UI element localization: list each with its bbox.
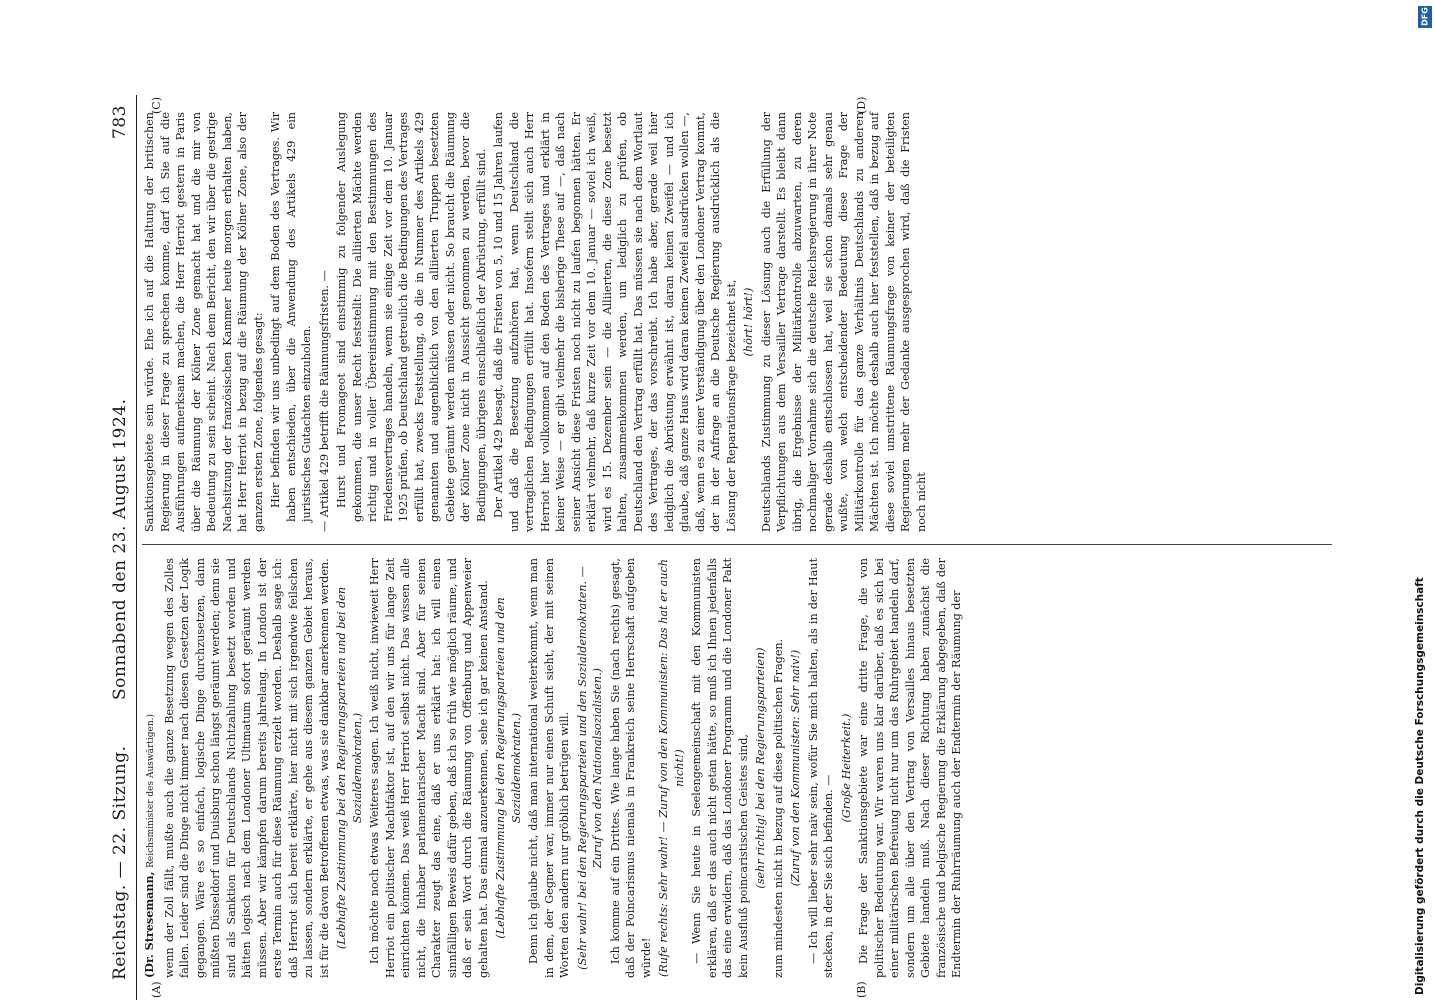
paragraph: Der Artikel 429 besagt, daß die Fristen von 5, 10 und 15 Jahren laufen und daß die Besetzung aufzuhören hat, wenn Deutschland die vertraglichen Bedingungen erfüllt hat. Insofern stellt sich auch Herr Herriot hier vollkommen auf den Boden des Vertrages und erklärt in keiner Weise — er gibt vielmehr die bisherige These auf —, daß nach seiner Ansicht diese Fristen noch nicht zu laufen begonnen hätten. Er erklärt vielmehr, daß kurze Zeit vor dem 10. Januar — soviel ich weiß, wird es 15. Dezember sein — die Alliierten, die diese Zone besetzt halten, zusammenkommen werden, um lediglich zu prüfen, ob Deutschland den Vertrag erfüllt hat. Das müssen sie nach dem Wortlaut des Vertrages, der das vorschreibt. Ich habe aber, gerade weil hier lediglich die Abrüstung erwähnt ist, daran keinen Zweifel — und ich glaube, daß ganze Haus wird daran keinen Zweifel ausdrücken wollen —, daß, wenn es zu einer Verständigung über den Londoner Vertrag kommt, der in der Anfrage an die Deutsche Regierung ausdrücklich als die Lösung der Reparationsfrage bezeichnet ist, <box>492 112 738 532</box>
speaker-name: (Dr. Stresemann, <box>142 871 156 978</box>
page-header <box>110 95 136 1000</box>
dfg-logo-text: DFG <box>1420 7 1430 26</box>
paragraph: Ich komme auf ein Drittes. Wie lange haben Sie (nach rechts) gesagt, daß der Poincarismus niemals in Frankreich seine Herrschaft aufgeben würde! <box>608 558 653 978</box>
interjection: (Lebhafte Zustimmung bei den Regierungsparteien und den Sozialdemokraten.) <box>494 597 523 939</box>
document-page <box>110 95 1340 1000</box>
text-column-right <box>142 112 1340 532</box>
paragraph: Die Frage der Sanktionsgebiete war eine dritte Frage, die von politischer Bedeutung war. Wir waren uns klar darüber, daß es sich bei einer militärischen Befreiung nicht nur um das Ruhrgebiet handeln darf, sondern um alle über den Vertrag von Versailles hinaus besetzten Gebiete handeln muß. Nach dieser Richtung haben zunächst die französische und belgische Regierung die Erklärung abgegeben, daß der Endtermin der Ruhrräumung auch der Endtermin der Räumung der <box>857 558 963 978</box>
margin-mark-b: (B) <box>855 981 868 998</box>
header-rule <box>136 95 137 1000</box>
text-column-left <box>142 558 1340 978</box>
paragraph: zum mindesten nicht in bezug auf diese politischen Fragen. <box>771 638 785 978</box>
digitization-credit <box>1414 5 1430 995</box>
interjection: (Sehr wahr! bei den Regierungsparteien und den Sozialdemokraten. — Zuruf von den Nationalsozialisten.) <box>575 566 604 970</box>
paragraph: Sanktionsgebiete sein würde. Ehe ich auf die Haltung der britischen Regierung in dieser Frage zu sprechen komme, darf ich Sie auf die Ausführungen aufmerksam machen, die Herr Herriot gestern in Paris über die Räumung der Kölner Zone gemacht hat und die mir von Bedeutung zu sein scheint. Nach dem Bericht, den wir über die gestrige Nachsitzung der französischen Kammer heute morgen erhalten haben, hat Herr Herriot in bezug auf die Räumung der Kölner Zone, also der ganzen ersten Zone, folgendes gesagt: <box>143 112 265 532</box>
interjection: (sehr richtig! bei den Regierungsparteien) <box>754 647 767 889</box>
paragraph: Ich möchte noch etwas Weiteres sagen. Ich weiß nicht, inwieweit Herr Herriot ein politischer Machtfaktor ist, auf den wir uns für lange Zeit einrichten können. Das weiß Herr Herriot selbst nicht. Das wissen alle nicht, die Inhaber parlamentarischer Macht sind. Aber für seinen Charakter zeugt das eine, daß er uns erklärt hat: ich will einen sinnfälligen Beweis dafür geben, daß ich so früh wie möglich räume, und daß er sein Wort durch die Räumung von Offenburg und Appenweier gehalten hat. Das einmal anzuerkennen, sehe ich gar keinen Anstand. <box>368 558 490 978</box>
paragraph: Deutschlands Zustimmung zu dieser Lösung auch die Erfüllung der Verpflichtungen aus dem Versailler Vertrage darstellt. Es bleibt dann übrig, die Ergebnisse der Militärkontrolle abzuwarten, zu deren nochmaliger Vornahme sich die deutsche Reichsregierung in ihrer Note gerade deshalb entschlossen hat, weil sie schon damals sehr genau wußte, von welch entscheidender Bedeutung diese Frage der Militärkontrolle für das ganze Verhältnis Deutschlands zu anderen Mächten ist. Ich möchte deshalb auch hier feststellen, daß in bezug auf diese soviel umstrittene Räumungsfrage von keiner der beteiligten Regierungen mehr der Gedanke ausgesprochen wird, daß die Fristen noch nicht <box>759 112 928 532</box>
interjection: (Große Heiterkeit.) <box>839 713 853 823</box>
interjection: (Rufe rechts: Sehr wahr! — Zuruf von den Kommunisten: Das hat er auch nicht!) <box>657 559 686 978</box>
interjection: (hört! hört!) <box>742 287 755 357</box>
paragraph: — Wenn Sie heute in Seelengemeinschaft mit den Kommunisten erklären, daß er das auch nicht getan hätte, so muß ich Ihnen jedenfalls das eine erwidern, daß das Londoner Programm und die Londoner Pakt kein Ausfluß poincaristischen Geistes sind, <box>690 558 750 978</box>
page-number: 783 <box>110 105 130 139</box>
header-date: Sonnabend den 23. August 1924. <box>110 398 130 700</box>
interjection: (Zuruf von den Kommunisten: Sehr naiv!) <box>789 649 802 887</box>
column-divider <box>142 544 1332 545</box>
dfg-logo <box>1418 6 1432 28</box>
quotation: Hurst und Fromageot sind einstimmig zu folgender Auslegung gekommen, die unser Recht feststellt: Die alliierten Mächte werden richtig und in voller Übereinstimmung mit den Bestimmungen des Friedensvertrages handeln, wenn sie einige Zeit vor dem 10. Januar 1925 prüfen, ob Deutschland getreulich die Bedingungen des Vertrages erfüllt hat, zwecks Feststellung, ob die in Nummer des Artikels 429 genannten und augenblicklich von den alliierten Truppen besetzten Gebiete geräumt werden müssen oder nicht. So braucht die Räumung der Kölner Zone nicht in Aussicht genommen zu werden, bevor die Bedingungen, übrigens einschließlich der Abrüstung, erfüllt sind. <box>335 112 488 522</box>
paragraph: Denn ich glaube nicht, daß man international weiterkommt, wenn man in dem, der Gegner war, immer nur einen Schuft sieht, der mit seinen Worten den andern nur gröblich betrügen will. <box>527 558 571 978</box>
paragraph: wenn der Zoll fällt, mußte auch die ganze Besetzung wegen des Zolles fallen. Leider sind die Dinge nicht immer nach diesen Gesetzen der Logik gegangen. Wäre es so einfach, logische Dinge durchzusetzen, dann müßten Düsseldorf und Duisburg schon längst geräumt werden; denn sie sind als Sanktion für Deutschlands Nichtzahlung besetzt worden und hätten logisch nach dem Londoner Ultimatum sofort geräumt werden müssen. Aber wir kämpfen darum bereits jahrelang. In London ist der erste Termin auch für diese Räumung erzielt worden. Deshalb sage ich: daß Herriot sich bereit erklärte, hier nicht mit sich irgendwie feilschen zu lassen, sondern erklärte, er gehe aus diesem ganzen Gebiet heraus, ist für die davon Betroffenen etwas, was sie dankbar anerkennen werden. <box>162 558 331 978</box>
speaker-role: Reichsminister des Auswärtigen.) <box>146 714 156 868</box>
credit-text: Digitalisierung gefördert durch die Deutsche Forschungsgemeinschaft <box>1414 577 1426 995</box>
paragraph: — Ich will lieber sehr naiv sein, wofür Sie mich halten, als in der Haut stecken, in der Sie sich befinden. — <box>806 558 835 978</box>
quotation-note: — Artikel 429 betrifft die Räumungsfristen. — <box>317 270 331 532</box>
quotation: Hier befinden wir uns unbedingt auf dem Boden des Vertrages. Wir haben entschieden, über die Anwendung des Artikels 429 ein juristisches Gutachten einzuholen. <box>269 112 313 522</box>
margin-mark-a: (A) <box>150 981 163 998</box>
margin-mark-d: (D) <box>855 96 868 114</box>
margin-mark-c: (C) <box>150 97 163 114</box>
header-left: Reichstag. — 22. Sitzung. <box>110 745 130 980</box>
interjection: (Lebhafte Zustimmung bei den Regierungsparteien und bei den Sozialdemokraten.) <box>335 586 364 950</box>
